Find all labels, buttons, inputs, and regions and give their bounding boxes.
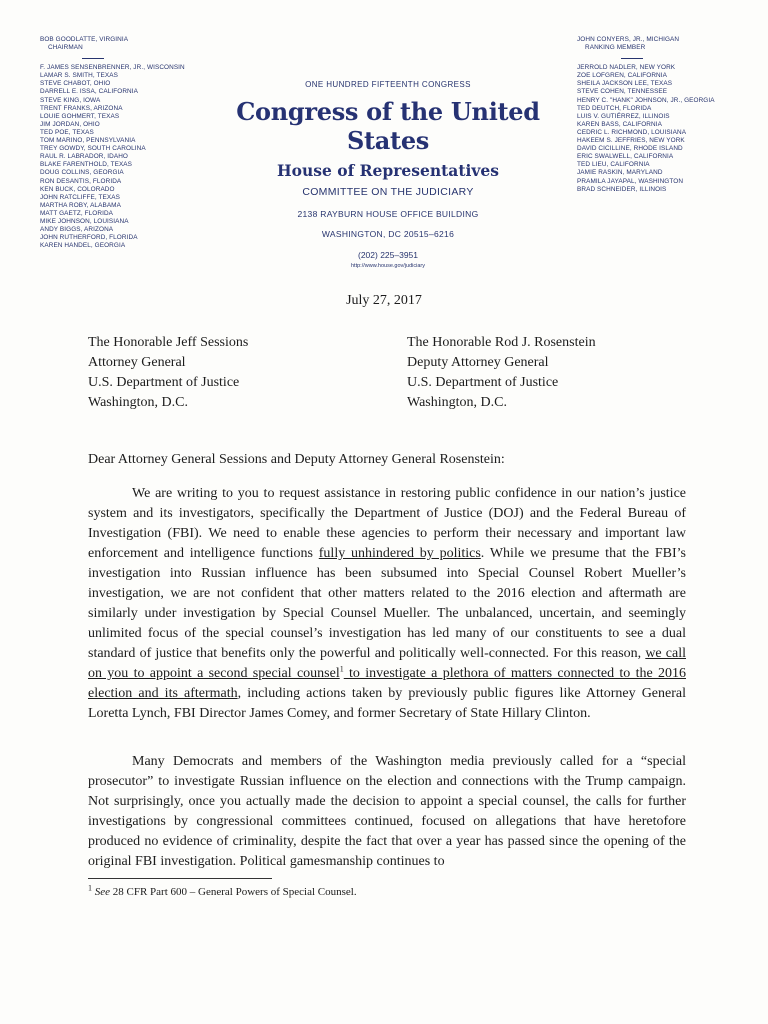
committee-member: JIM JORDAN, OHIO xyxy=(40,120,100,128)
committee-member: TED POE, TEXAS xyxy=(40,128,94,136)
committee-member: LAMAR S. SMITH, TEXAS xyxy=(40,72,118,80)
committee-member: BRAD SCHNEIDER, ILLINOIS xyxy=(577,185,667,193)
p1-text-a: We are writing to you to request assistance in restoring public confidence in our nation’s justice system and its investigators, specifically the Department of Justice (DOJ) and the Federal Bureau of Investigation (FBI). We need to enable these agencies to perform their necessary and important law enforcement and intelligence functions xyxy=(88,486,686,561)
recipient-title: Deputy Attorney General xyxy=(407,355,549,370)
committee-member: LUIS V. GUTIÉRREZ, ILLINOIS xyxy=(577,112,670,120)
body-paragraph-2: Many Democrats and members of the Washington media previously called for a “special prosecutor” to investigate Russian influence on the election and connections with the Trump campaign. Not surprisingly, once you actually made the decision to appoint a special counsel, the calls for further investigations by congressional committees continued, focused on allegations that have heretofore produced no evidence of criminality, despite the fact that over a year has passed since the opening of the original FBI investigation. Political gamesmanship continues to xyxy=(88,754,686,869)
committee-member: STEVE KING, IOWA xyxy=(40,96,101,104)
committee-member: SHEILA JACKSON LEE, TEXAS xyxy=(577,80,673,88)
letterhead xyxy=(228,80,548,269)
committee-member: RON DESANTIS, FLORIDA xyxy=(40,177,122,185)
roster-divider xyxy=(82,58,104,59)
committee-member: PRAMILA JAYAPAL, WASHINGTON xyxy=(577,177,684,185)
office-address: 2138 RAYBURN HOUSE OFFICE BUILDING xyxy=(297,209,479,219)
majority-member-list xyxy=(40,64,220,250)
recipient-rosenstein xyxy=(407,333,596,413)
body-paragraph-1 xyxy=(88,484,686,724)
footnote-see: See xyxy=(94,886,111,898)
p1-text-b: . While we presume that the FBI’s investigation into Russian influence has been subsumed into Special Counsel Robert Mueller’s investigation, we are not confident that other matters related to the 2016 election and aftermath are similarly under investigation by Special Counsel Mueller. The unbalanced, uncertain, and seemingly unlimited focus of the special counsel’s investigation has led many of our constituents to see a dual standard of justice that benefits only the powerful and politically well-connected. For this reason, xyxy=(88,546,686,661)
minority-member-list xyxy=(577,64,757,194)
committee-member: KAREN BASS, CALIFORNIA xyxy=(577,120,662,128)
committee-member: JOHN RUTHERFORD, FLORIDA xyxy=(40,234,138,242)
recipient-title: Attorney General xyxy=(88,355,186,370)
committee-member: DAVID CICILLINE, RHODE ISLAND xyxy=(577,145,683,153)
committee-member: DOUG COLLINS, GEORGIA xyxy=(40,169,124,177)
committee-member: JAMIE RASKIN, MARYLAND xyxy=(577,169,663,177)
house-title: House of Representatives xyxy=(277,161,499,180)
committee-member: MIKE JOHNSON, LOUISIANA xyxy=(40,217,129,225)
committee-member: ZOE LOFGREN, CALIFORNIA xyxy=(577,72,668,80)
committee-name: COMMITTEE ON THE JUDICIARY xyxy=(302,186,474,198)
congress-title: Congress of the United States xyxy=(236,97,540,155)
committee-member: STEVE COHEN, TENNESSEE xyxy=(577,88,668,96)
committee-member: F. JAMES SENSENBRENNER, JR., WISCONSIN xyxy=(40,64,185,72)
committee-url: http://www.house.gov/judiciary xyxy=(351,263,425,269)
committee-member: TED LIEU, CALIFORNIA xyxy=(577,161,650,169)
recipient-city: Washington, D.C. xyxy=(407,395,507,410)
p1-underline-investigate: to investigate a plethora of matters connected to the 2016 election and its aftermath xyxy=(88,666,686,701)
minority-roster xyxy=(577,36,757,194)
committee-member: CEDRIC L. RICHMOND, LOUISIANA xyxy=(577,128,687,136)
committee-member: TREY GOWDY, SOUTH CAROLINA xyxy=(40,145,146,153)
letter-date: July 27, 2017 xyxy=(346,293,422,308)
roster-divider xyxy=(621,58,643,59)
footnote-divider xyxy=(88,878,272,879)
salutation: Dear Attorney General Sessions and Deputy Attorney General Rosenstein: xyxy=(88,452,505,467)
recipient-sessions xyxy=(88,333,248,413)
committee-member: STEVE CHABOT, OHIO xyxy=(40,80,111,88)
committee-member: JERROLD NADLER, NEW YORK xyxy=(577,64,676,72)
congress-number: ONE HUNDRED FIFTEENTH CONGRESS xyxy=(305,80,471,89)
office-city: WASHINGTON, DC 20515–6216 xyxy=(321,229,455,239)
committee-member: HAKEEM S. JEFFRIES, NEW YORK xyxy=(577,137,685,145)
ranking-member-name: JOHN CONYERS, JR., MICHIGAN xyxy=(577,36,680,43)
committee-member: MARTHA ROBY, ALABAMA xyxy=(40,201,121,209)
footnote xyxy=(88,883,357,898)
recipient-org: U.S. Department of Justice xyxy=(88,375,240,390)
committee-member: TED DEUTCH, FLORIDA xyxy=(577,104,652,112)
chair-title: CHAIRMAN xyxy=(48,44,83,52)
ranking-member-title: RANKING MEMBER xyxy=(585,44,646,52)
majority-roster xyxy=(40,36,220,250)
recipient-name: The Honorable Jeff Sessions xyxy=(88,335,249,350)
recipient-name: The Honorable Rod J. Rosenstein xyxy=(407,335,596,350)
committee-member: ANDY BIGGS, ARIZONA xyxy=(40,226,114,234)
footnote-number: 1 xyxy=(88,883,92,893)
committee-member: KAREN HANDEL, GEORGIA xyxy=(40,242,126,250)
footnote-ref: 1 xyxy=(339,664,344,674)
committee-member: KEN BUCK, COLORADO xyxy=(40,185,115,193)
recipient-org: U.S. Department of Justice xyxy=(407,375,559,390)
committee-member: HENRY C. "HANK" JOHNSON, JR., GEORGIA xyxy=(577,96,715,104)
committee-member: JOHN RATCLIFFE, TEXAS xyxy=(40,193,120,201)
committee-member: DARRELL E. ISSA, CALIFORNIA xyxy=(40,88,138,96)
committee-member: MATT GAETZ, FLORIDA xyxy=(40,209,114,217)
committee-member: LOUIE GOHMERT, TEXAS xyxy=(40,112,120,120)
p1-underline-unhindered: fully unhindered by politics xyxy=(318,546,481,561)
p1-text-c: , including actions taken by previously public figures like Attorney General Loretta Lynch, FBI Director James Comey, and former Secretary of State Hillary Clinton. xyxy=(88,686,687,721)
office-phone: (202) 225–3951 xyxy=(357,250,419,260)
committee-member: TOM MARINO, PENNSYLVANIA xyxy=(40,137,136,145)
recipient-city: Washington, D.C. xyxy=(88,395,188,410)
footnote-text: 28 CFR Part 600 – General Powers of Special Counsel. xyxy=(110,886,357,898)
committee-member: RAUL R. LABRADOR, IDAHO xyxy=(40,153,128,161)
committee-member: BLAKE FARENTHOLD, TEXAS xyxy=(40,161,133,169)
chair-name: BOB GOODLATTE, VIRGINIA xyxy=(40,36,129,43)
committee-member: TRENT FRANKS, ARIZONA xyxy=(40,104,123,112)
p1-underline-call: we call on you to appoint a second special counsel xyxy=(88,646,686,681)
committee-member: ERIC SWALWELL, CALIFORNIA xyxy=(577,153,674,161)
